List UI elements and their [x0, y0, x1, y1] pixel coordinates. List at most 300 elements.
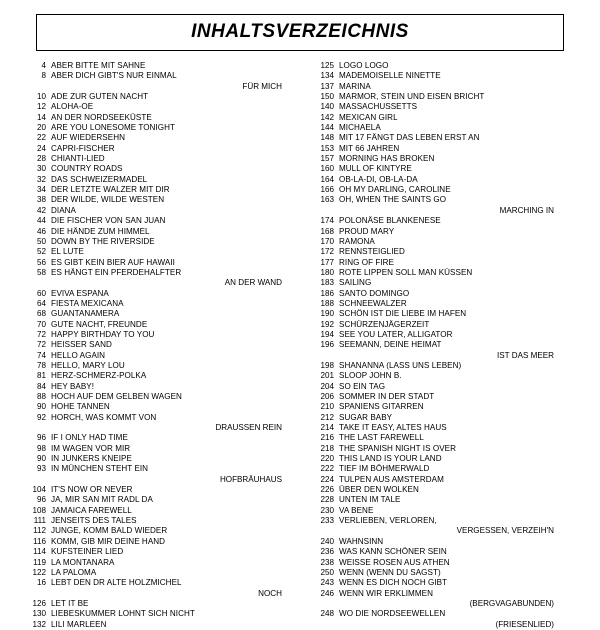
- toc-entry-title: SO EIN TAG: [339, 381, 386, 391]
- toc-entry[interactable]: [24, 537, 296, 547]
- toc-entry-page-number: 137: [320, 81, 334, 91]
- toc-entry-page-number: 42: [36, 205, 46, 215]
- toc-entry[interactable]: [24, 371, 296, 381]
- toc-entry-title: SUGAR BABY: [339, 412, 393, 422]
- toc-entry-page-number: 192: [320, 319, 334, 329]
- toc-entry[interactable]: [24, 247, 296, 257]
- toc-entry-title: SLOOP JOHN B.: [339, 371, 402, 381]
- toc-entry[interactable]: [312, 330, 580, 340]
- toc-entry-continuation: (BERGVAGABUNDEN): [469, 598, 554, 608]
- toc-entry-page-number: 210: [320, 402, 334, 412]
- toc-column-right: [302, 61, 580, 630]
- toc-entry-title: WEISSE ROSEN AUS ATHEN: [339, 557, 450, 567]
- toc-entry[interactable]: [24, 351, 296, 361]
- toc-entry-title: LET IT BE: [51, 598, 89, 608]
- toc-entry[interactable]: [24, 578, 296, 588]
- toc-entry-title: SCHNEEWALZER: [339, 298, 407, 308]
- toc-entry-continuation: NOCH: [258, 588, 282, 598]
- toc-entry[interactable]: [24, 309, 296, 319]
- toc-entry[interactable]: [312, 547, 580, 557]
- toc-entry-page-number: 60: [36, 288, 46, 298]
- toc-entry[interactable]: [24, 402, 296, 412]
- toc-entry-page-number: 153: [320, 143, 334, 153]
- toc-entry[interactable]: [24, 227, 296, 237]
- toc-entry-title: HAPPY BIRTHDAY TO YOU: [51, 329, 155, 339]
- toc-entry-title: THE LAST FAREWELL: [339, 433, 424, 443]
- toc-entry-title: UNTEN IM TALE: [339, 495, 401, 505]
- toc-entry-title: MULL OF KINTYRE: [339, 164, 412, 174]
- toc-entry-page-number: 72: [36, 340, 46, 350]
- toc-entry-title: MARMOR, STEIN UND EISEN BRICHT: [339, 92, 485, 102]
- toc-entry-page-number: 52: [36, 247, 46, 257]
- toc-entry-title: HEISSER SAND: [51, 340, 112, 350]
- toc-entry-page-number: 92: [36, 412, 46, 422]
- toc-entry[interactable]: [312, 299, 580, 309]
- toc-entry-title: ES GIBT KEIN BIER AUF HAWAII: [51, 257, 175, 267]
- toc-entry-title: GUTE NACHT, FREUNDE: [51, 319, 148, 329]
- toc-entry-page-number: 90: [36, 454, 46, 464]
- toc-entry[interactable]: [24, 289, 296, 299]
- toc-entry[interactable]: [24, 133, 296, 143]
- toc-entry-continuation: MARCHING IN: [499, 205, 554, 215]
- toc-entry[interactable]: [312, 154, 580, 164]
- toc-entry-page-number: 243: [320, 578, 334, 588]
- toc-entry-page-number: 246: [320, 588, 334, 598]
- toc-entry-page-number: 14: [36, 112, 46, 122]
- toc-entry-title: CAPRI-FISCHER: [51, 143, 115, 153]
- toc-entry-page-number: 98: [36, 443, 46, 453]
- toc-entry[interactable]: [312, 82, 580, 92]
- toc-entry-title: HERZ-SCHMERZ-POLKA: [51, 371, 147, 381]
- toc-entry-page-number: 104: [32, 485, 46, 495]
- toc-entry-page-number: 34: [36, 185, 46, 195]
- toc-entry-title: SANTO DOMINGO: [339, 288, 410, 298]
- toc-entry-page-number: 93: [36, 464, 46, 474]
- toc-entry-title: WAS KANN SCHÖNER SEIN: [339, 547, 447, 557]
- toc-entry[interactable]: [24, 154, 296, 164]
- toc-entry[interactable]: [24, 175, 296, 185]
- toc-entry-page-number: 122: [32, 567, 46, 577]
- toc-entry[interactable]: [312, 289, 580, 299]
- toc-entry-page-number: 78: [36, 360, 46, 370]
- toc-entry-continuation: FÜR MICH: [242, 81, 282, 91]
- toc-entry-title: HELLO AGAIN: [51, 350, 106, 360]
- toc-entry-title: IT'S NOW OR NEVER: [51, 485, 133, 495]
- toc-entry[interactable]: [24, 568, 296, 578]
- toc-entry[interactable]: [312, 537, 580, 547]
- toc-entry-page-number: 238: [320, 557, 334, 567]
- toc-entry-title: WENN (WENN DU SAGST): [339, 567, 441, 577]
- toc-entry-page-number: 140: [320, 102, 334, 112]
- toc-entry-page-number: 198: [320, 360, 334, 370]
- toc-entry-title: MIT 17 FÄNGT DAS LEBEN ERST AN: [339, 133, 480, 143]
- toc-entry-page-number: 144: [320, 123, 334, 133]
- toc-entry[interactable]: [24, 464, 296, 474]
- toc-entry-page-number: 170: [320, 236, 334, 246]
- toc-entry[interactable]: [24, 340, 296, 350]
- toc-entry-page-number: 68: [36, 309, 46, 319]
- toc-entry-page-number: 164: [320, 174, 334, 184]
- toc-entry-title: SOMMER IN DER STADT: [339, 392, 435, 401]
- toc-entry-page-number: 50: [36, 236, 46, 246]
- toc-entry-title: WENN WIR ERKLIMMEN: [339, 588, 433, 598]
- toc-entry-page-number: 108: [32, 505, 46, 515]
- toc-entry-page-number: 90: [36, 402, 46, 412]
- toc-entry[interactable]: [312, 454, 580, 464]
- toc-entry-title: IN JUNKERS KNEIPE: [51, 454, 132, 464]
- toc-entry[interactable]: [312, 516, 580, 526]
- toc-entry[interactable]: [312, 144, 580, 154]
- toc-entry-page-number: 172: [320, 247, 334, 257]
- toc-entry-title: IF I ONLY HAD TIME: [51, 433, 128, 443]
- toc-entry-page-number: 226: [320, 485, 334, 495]
- toc-entry-page-number: 248: [320, 609, 334, 619]
- toc-entry-page-number: 134: [320, 71, 334, 81]
- toc-entry-page-number: 188: [320, 298, 334, 308]
- toc-entry-page-number: 70: [36, 319, 46, 329]
- toc-entry-title: IN MÜNCHEN STEHT EIN: [51, 464, 149, 474]
- toc-entry[interactable]: [312, 392, 580, 402]
- toc-entry-page-number: 20: [36, 123, 46, 133]
- toc-entry[interactable]: [24, 433, 296, 443]
- toc-entry[interactable]: [312, 237, 580, 247]
- toc-entry-title: JA, MIR SAN MIT RADL DA: [51, 495, 153, 505]
- toc-entry-title: CHIANTI-LIED: [51, 154, 105, 164]
- toc-entry[interactable]: [312, 71, 580, 81]
- toc-entry[interactable]: [312, 413, 580, 423]
- toc-entry-page-number: 4: [41, 61, 46, 70]
- toc-entry-title: DER WILDE, WILDE WESTEN: [51, 195, 165, 205]
- toc-entry-page-number: 240: [320, 536, 334, 546]
- toc-entry-continuation: VERGESSEN, VERZEIH'N: [456, 526, 554, 536]
- toc-entry-title: SCHÜRZENJÄGERZEIT: [339, 319, 430, 329]
- toc-entry[interactable]: [24, 558, 296, 568]
- toc-entry[interactable]: [312, 258, 580, 268]
- toc-entry-page-number: 177: [320, 257, 334, 267]
- toc-entry-title: DAS SCHWEIZERMADEL: [51, 174, 148, 184]
- toc-entry[interactable]: [24, 506, 296, 516]
- toc-entry[interactable]: [312, 340, 580, 350]
- toc-entry-title: LEBT DEN DR ALTE HOLZMICHEL: [51, 578, 182, 588]
- toc-entry[interactable]: [312, 485, 580, 495]
- toc-entry-title: RENNSTEIGLIED: [339, 247, 405, 257]
- toc-entry-continuation: DRAUSSEN REIN: [215, 423, 282, 433]
- toc-entry-page-number: 111: [33, 516, 46, 526]
- toc-entry-title: SCHÖN IST DIE LIEBE IM HAFEN: [339, 309, 467, 319]
- toc-entry-page-number: 142: [320, 112, 334, 122]
- toc-entry-page-number: 58: [36, 267, 46, 277]
- toc-entry-title: ABER DICH GIBT'S NUR EINMAL: [51, 71, 177, 81]
- toc-entry-page-number: 125: [320, 61, 334, 70]
- toc-entry-title: JENSEITS DES TALES: [51, 516, 137, 526]
- toc-entry[interactable]: [312, 558, 580, 568]
- toc-entry[interactable]: [312, 113, 580, 123]
- toc-entry-page-number: 30: [36, 164, 46, 174]
- toc-entry[interactable]: [312, 371, 580, 381]
- page-title: INHALTSVERZEICHNIS: [191, 21, 409, 42]
- toc-entry[interactable]: [312, 185, 580, 195]
- toc-entry-title: GUANTANAMERA: [51, 309, 120, 319]
- toc-entry-title: SEE YOU LATER, ALLIGATOR: [339, 329, 453, 339]
- toc-entry-page-number: 183: [320, 278, 334, 288]
- toc-entry-title: DIANA: [51, 205, 76, 215]
- toc-entry[interactable]: [24, 382, 296, 392]
- toc-entry[interactable]: [312, 382, 580, 392]
- toc-entry-continuation: HOFBRÄUHAUS: [219, 474, 282, 484]
- toc-entry-title: DIE FISCHER VON SAN JUAN: [51, 216, 166, 226]
- toc-entry[interactable]: [312, 444, 580, 454]
- toc-entry[interactable]: [312, 164, 580, 174]
- toc-entry[interactable]: [24, 61, 296, 71]
- toc-entry-title: EL LUTE: [51, 247, 84, 257]
- toc-entry-page-number: 64: [36, 298, 46, 308]
- toc-entry-title: WENN ES DICH NOCH GIBT: [339, 578, 448, 588]
- toc-entry-page-number: 16: [36, 578, 46, 588]
- toc-entry-page-number: 114: [33, 547, 46, 557]
- toc-entry[interactable]: [24, 299, 296, 309]
- toc-entry[interactable]: [24, 258, 296, 268]
- toc-entry-title: IM WAGEN VOR MIR: [51, 443, 131, 453]
- toc-entry-page-number: 196: [320, 340, 334, 350]
- toc-entry-title: LA PALOMA: [51, 567, 97, 577]
- toc-entry-title: ADE ZUR GUTEN NACHT: [51, 92, 149, 102]
- toc-entry-title: TAKE IT EASY, ALTES HAUS: [339, 423, 447, 433]
- toc-entry[interactable]: [24, 71, 296, 81]
- toc-entry-page-number: 212: [320, 412, 334, 422]
- toc-entry-title: ALOHA-OE: [51, 102, 94, 112]
- toc-entry[interactable]: [24, 392, 296, 402]
- toc-entry-page-number: 163: [320, 195, 334, 205]
- toc-entry-title: MORNING HAS BROKEN: [339, 154, 435, 164]
- toc-entry-page-number: 10: [36, 92, 46, 102]
- toc-entry-page-number: 130: [32, 609, 46, 619]
- toc-entry-title: AN DER NORDSEEKÜSTE: [51, 112, 152, 122]
- toc-entry-page-number: 126: [32, 598, 46, 608]
- toc-entry[interactable]: [24, 620, 296, 630]
- toc-entry-page-number: 96: [36, 433, 46, 443]
- toc-entry[interactable]: [24, 123, 296, 133]
- toc-entry[interactable]: [312, 195, 580, 205]
- toc-entry[interactable]: [312, 61, 580, 71]
- toc-entry-title: DER LETZTE WALZER MIT DIR: [51, 185, 170, 195]
- toc-entry[interactable]: [24, 495, 296, 505]
- toc-entry[interactable]: [24, 102, 296, 112]
- toc-entry-page-number: 12: [36, 102, 46, 112]
- toc-entry-title: ABER BITTE MIT SAHNE: [51, 61, 146, 70]
- toc-entry-title: COUNTRY ROADS: [51, 164, 123, 174]
- toc-entry[interactable]: [24, 185, 296, 195]
- toc-entry-title: MASSACHUSSETTS: [339, 102, 418, 112]
- toc-entry-page-number: 72: [36, 329, 46, 339]
- toc-entry-page-number: 150: [320, 92, 334, 102]
- toc-entry-title: PROUD MARY: [339, 226, 395, 236]
- toc-entry-title: OH, WHEN THE SAINTS GO: [339, 195, 447, 205]
- toc-entry[interactable]: [24, 216, 296, 226]
- toc-entry[interactable]: [312, 475, 580, 485]
- toc-entry-page-number: 112: [33, 526, 46, 536]
- toc-entry[interactable]: [312, 589, 580, 599]
- toc-entry-page-number: 218: [320, 443, 334, 453]
- toc-entry-title: WAHNSINN: [339, 536, 384, 546]
- toc-entry-title: OB-LA-DI, OB-LA-DA: [339, 174, 418, 184]
- toc-entry[interactable]: [24, 361, 296, 371]
- toc-entry-page-number: 88: [36, 392, 46, 401]
- toc-entry-title: KUFSTEINER LIED: [51, 547, 124, 557]
- toc-entry[interactable]: [312, 464, 580, 474]
- toc-entry-title: SAILING: [339, 278, 372, 288]
- toc-entry-title: SPANIENS GITARREN: [339, 402, 424, 412]
- toc-entry-title: EVIVA ESPANA: [51, 288, 109, 298]
- toc-entry-title: HEY BABY!: [51, 381, 95, 391]
- toc-entry-page-number: 180: [320, 267, 334, 277]
- toc-entry-page-number: 24: [36, 143, 46, 153]
- toc-entry[interactable]: [312, 92, 580, 102]
- toc-entry[interactable]: [24, 454, 296, 464]
- toc-entry[interactable]: [24, 413, 296, 423]
- toc-entry-title: POLONÄSE BLANKENESE: [339, 216, 441, 226]
- toc-entry-title: LILI MARLEEN: [51, 619, 107, 629]
- toc-entry[interactable]: [24, 113, 296, 123]
- toc-entry[interactable]: [24, 526, 296, 536]
- toc-entry[interactable]: [24, 609, 296, 619]
- toc-entry-page-number: 222: [320, 464, 334, 474]
- toc-entry-page-number: 233: [320, 516, 334, 526]
- toc-entry-page-number: 84: [36, 381, 46, 391]
- toc-entry-page-number: 168: [320, 226, 334, 236]
- toc-entry-page-number: 119: [33, 557, 46, 567]
- toc-entry[interactable]: [312, 609, 580, 619]
- toc-entry-title: HOCH AUF DEM GELBEN WAGEN: [51, 392, 182, 401]
- toc-entry-page-number: 56: [36, 257, 46, 267]
- toc-entry[interactable]: [24, 485, 296, 495]
- toc-entry-page-number: 8: [41, 71, 46, 81]
- toc-entry-title: HOHE TANNEN: [51, 402, 110, 412]
- toc-entry[interactable]: [312, 309, 580, 319]
- toc-entry-page-number: 148: [320, 133, 334, 143]
- toc-entry-title: JAMAICA FAREWELL: [51, 505, 132, 515]
- toc-entry-title: ROTE LIPPEN SOLL MAN KÜSSEN: [339, 267, 473, 277]
- toc-entry-title: MARINA: [339, 81, 371, 91]
- toc-entry-page-number: 228: [320, 495, 334, 505]
- toc-entry-title: WO DIE NORDSEEWELLEN: [339, 609, 446, 619]
- toc-column-left: [24, 61, 302, 630]
- toc-entry-page-number: 132: [32, 619, 46, 629]
- toc-entry[interactable]: [24, 206, 296, 216]
- document-title-box: [36, 14, 564, 51]
- toc-entry[interactable]: [312, 216, 580, 226]
- toc-entry[interactable]: [312, 123, 580, 133]
- toc-entry[interactable]: [312, 278, 580, 288]
- toc-entry[interactable]: [24, 237, 296, 247]
- toc-entry-page-number: 216: [320, 433, 334, 443]
- toc-entry-title: TULPEN AUS AMSTERDAM: [339, 474, 444, 484]
- toc-entry-title: DOWN BY THE RIVERSIDE: [51, 236, 155, 246]
- toc-entry-title: TIEF IM BÖHMERWALD: [339, 464, 430, 474]
- toc-entry-continuation: IST DAS MEER: [497, 350, 554, 360]
- toc-entry-page-number: 214: [320, 423, 334, 433]
- toc-entry-title: SEEMANN, DEINE HEIMAT: [339, 340, 442, 350]
- toc-entry-title: LIEBESKUMMER LOHNT SICH NICHT: [51, 609, 195, 619]
- toc-entry[interactable]: [312, 578, 580, 588]
- toc-entry-page-number: 204: [320, 381, 334, 391]
- toc-entry-continuation: (FRIESENLIED): [495, 619, 554, 629]
- toc-entry[interactable]: [24, 516, 296, 526]
- toc-entry[interactable]: [24, 444, 296, 454]
- toc-entry[interactable]: [312, 506, 580, 516]
- toc-entry[interactable]: [312, 227, 580, 237]
- toc-entry-page-number: 236: [320, 547, 334, 557]
- toc-columns: [14, 61, 586, 630]
- toc-entry-page-number: 32: [36, 174, 46, 184]
- toc-entry-title: MADEMOISELLE NINETTE: [339, 71, 441, 81]
- toc-entry-page-number: 96: [36, 495, 46, 505]
- toc-entry-page-number: 174: [320, 216, 334, 226]
- toc-entry[interactable]: [312, 433, 580, 443]
- toc-entry-title: ES HÄNGT EIN PFERDEHALFTER: [51, 267, 182, 277]
- toc-entry-title: LA MONTANARA: [51, 557, 115, 567]
- toc-entry[interactable]: [24, 268, 296, 278]
- toc-entry-title: FIESTA MEXICANA: [51, 298, 124, 308]
- toc-entry-continuation: AN DER WAND: [224, 278, 282, 288]
- toc-entry-page-number: 157: [320, 154, 334, 164]
- toc-entry-page-number: 46: [36, 226, 46, 236]
- toc-entry[interactable]: [24, 144, 296, 154]
- toc-entry-page-number: 28: [36, 154, 46, 164]
- toc-entry[interactable]: [312, 247, 580, 257]
- toc-entry-title: VERLIEBEN, VERLOREN,: [339, 516, 437, 526]
- toc-entry[interactable]: [24, 92, 296, 102]
- toc-entry-page-number: 116: [33, 536, 46, 546]
- toc-entry-page-number: 186: [320, 288, 334, 298]
- toc-entry[interactable]: [312, 268, 580, 278]
- toc-entry-title: THE SPANISH NIGHT IS OVER: [339, 443, 456, 453]
- toc-entry[interactable]: [312, 320, 580, 330]
- toc-entry[interactable]: [312, 568, 580, 578]
- toc-entry[interactable]: [312, 361, 580, 371]
- toc-entry-page-number: 160: [320, 164, 334, 174]
- toc-entry[interactable]: [312, 133, 580, 143]
- toc-entry-title: RING OF FIRE: [339, 257, 395, 267]
- toc-entry-title: JUNGE, KOMM BALD WIEDER: [51, 526, 168, 536]
- toc-entry[interactable]: [24, 547, 296, 557]
- toc-entry[interactable]: [24, 330, 296, 340]
- toc-entry-title: HORCH, WAS KOMMT VON: [51, 412, 157, 422]
- toc-entry-page-number: 166: [320, 185, 334, 195]
- toc-entry-title: MIT 66 JAHREN: [339, 143, 400, 153]
- toc-entry-title: KOMM, GIB MIR DEINE HAND: [51, 536, 166, 546]
- toc-entry[interactable]: [24, 320, 296, 330]
- toc-entry-title: VA BENE: [339, 505, 374, 515]
- toc-entry[interactable]: [312, 402, 580, 412]
- toc-entry-page-number: 194: [320, 329, 334, 339]
- toc-entry-page-number: 38: [36, 195, 46, 205]
- toc-entry-page-number: 81: [36, 371, 46, 381]
- toc-entry-title: RAMONA: [339, 236, 375, 246]
- toc-entry[interactable]: [312, 423, 580, 433]
- toc-entry[interactable]: [24, 164, 296, 174]
- toc-entry[interactable]: [312, 102, 580, 112]
- toc-entry-page-number: 201: [320, 371, 334, 381]
- toc-entry[interactable]: [312, 495, 580, 505]
- toc-entry[interactable]: [24, 599, 296, 609]
- toc-entry[interactable]: [24, 195, 296, 205]
- toc-entry-page-number: 220: [320, 454, 334, 464]
- toc-entry[interactable]: [312, 175, 580, 185]
- toc-entry-title: OH MY DARLING, CAROLINE: [339, 185, 451, 195]
- toc-entry-title: ÜBER DEN WOLKEN: [339, 485, 419, 495]
- toc-entry-page-number: 224: [320, 474, 334, 484]
- toc-entry-page-number: 230: [320, 505, 334, 515]
